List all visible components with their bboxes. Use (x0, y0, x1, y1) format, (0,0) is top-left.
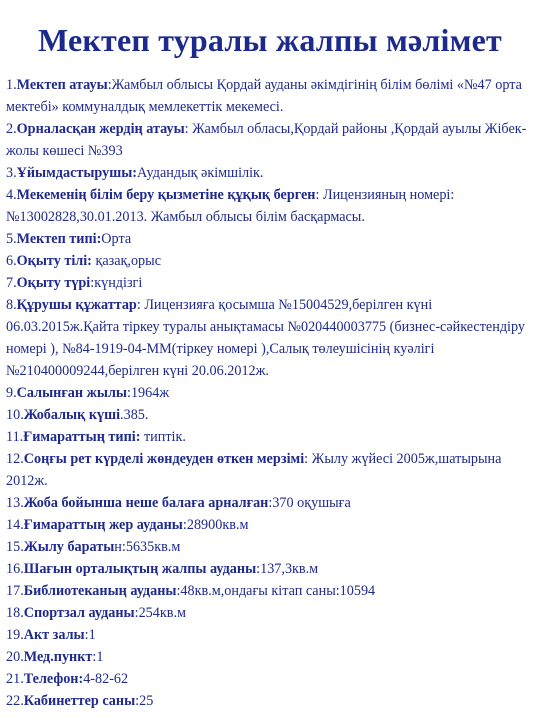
item-separator: : (268, 495, 273, 511)
item-label: Жоба бойынша неше балаға арналған (23, 495, 269, 511)
item-number: 8. (6, 297, 17, 313)
info-item (6, 382, 534, 404)
info-item (6, 294, 534, 382)
item-separator: . (120, 407, 124, 423)
info-item (6, 74, 534, 118)
item-value: 370 оқушыға (272, 495, 351, 511)
item-separator: : (92, 649, 97, 665)
item-separator: : (126, 385, 131, 401)
info-item (6, 624, 534, 646)
item-number: 11. (6, 429, 24, 445)
item-number: 14. (6, 517, 24, 533)
info-item (6, 426, 534, 448)
item-number: 6. (6, 253, 17, 269)
item-separator: : (256, 561, 261, 577)
item-label: Жобалық күші (23, 407, 121, 423)
item-separator: : (136, 297, 145, 313)
info-item (6, 602, 534, 624)
item-number: 17. (6, 583, 24, 599)
item-number: 20. (6, 649, 24, 665)
info-item (6, 118, 534, 162)
info-item (6, 250, 534, 272)
item-label: Ұйымдастырушы: (16, 165, 137, 181)
item-value: 5635кв.м (125, 539, 181, 555)
item-value: 48кв.м,ондағы кітап саны:10594 (180, 583, 376, 599)
info-item (6, 162, 534, 184)
item-separator: : (176, 583, 181, 599)
item-number: 9. (6, 385, 17, 401)
item-separator: : (315, 187, 323, 203)
item-label: Акт залы (23, 627, 85, 643)
item-label: Телефон: (23, 671, 84, 687)
item-number: 19. (6, 627, 24, 643)
item-label: Мектеп типі: (16, 231, 102, 247)
info-list (6, 74, 534, 712)
item-label: Құрушы құжаттар (16, 297, 137, 313)
item-number: 22. (6, 693, 24, 709)
item-number: 7. (6, 275, 17, 291)
item-value: 254кв.м (138, 605, 186, 621)
item-label: Салынған жылы (16, 385, 127, 401)
item-separator: : (184, 121, 193, 137)
item-value: Орта (101, 231, 132, 247)
item-value: күндізгі (94, 275, 143, 291)
item-value: 385. (123, 407, 149, 423)
item-label: Оқыту түрі (16, 275, 91, 291)
item-number: 18. (6, 605, 24, 621)
item-number: 10. (6, 407, 24, 423)
info-item (6, 448, 534, 492)
item-value: 28900кв.м (186, 517, 249, 533)
item-value: типтік. (143, 429, 186, 445)
item-value: 1 (88, 627, 96, 643)
item-value: Жылу жүйесі 2005ж,шатырына 2012ж. (6, 451, 502, 489)
item-separator: н: (114, 539, 126, 555)
info-item (6, 492, 534, 514)
info-item (6, 646, 534, 668)
item-value: Лицензияға қосымша №15004529,берілген күні 06.03.2015ж.Қайта тіркеу туралы анықтамасы №020440003775 (бизнес-сәйкестендіру номері ), №84-1919-04-ММ(тіркеу номері ),Салық төлеушісінің куәлігі №210400009244,берілген күні 20.06.2012ж. (6, 297, 525, 379)
item-value: 1964ж (130, 385, 170, 401)
item-value: Лицензияның номері: №13002828,30.01.2013. Жамбыл облысы білім басқармасы. (6, 187, 455, 225)
item-number: 2. (6, 121, 17, 137)
item-number: 4. (6, 187, 17, 203)
item-value: 4-82-62 (83, 671, 129, 687)
info-item (6, 668, 534, 690)
info-item (6, 404, 534, 426)
info-item (6, 228, 534, 250)
item-label: Спортзал ауданы (23, 605, 135, 621)
item-value: 1 (96, 649, 104, 665)
item-label: Жылу бараты (23, 539, 115, 555)
item-value: Жамбыл облысы Қордай ауданы әкімдігінің білім бөлімі «№47 орта мектебі» коммуналдық мемлекеттік мекемесі. (6, 77, 522, 115)
item-separator: : (90, 275, 95, 291)
item-number: 3. (6, 165, 17, 181)
item-value: қазақ,орыс (95, 253, 161, 269)
item-label: Библиотеканың ауданы (23, 583, 177, 599)
item-number: 21. (6, 671, 24, 687)
item-number: 16. (6, 561, 24, 577)
item-value: Аудандық әкімшілік. (137, 165, 264, 181)
item-value: Жамбыл обласы,Қордай районы ,Қордай ауылы Жібек-жолы көшесі №393 (6, 121, 527, 159)
item-value: 137,3кв.м (260, 561, 319, 577)
page-title: Мектеп туралы жалпы мәлімет (38, 22, 502, 58)
item-separator: : (134, 605, 139, 621)
item-label: Шағын орталықтың жалпы ауданы (23, 561, 257, 577)
item-number: 15. (6, 539, 24, 555)
item-separator: : (182, 517, 187, 533)
item-separator: : (84, 627, 89, 643)
item-label: Кабинеттер саны (23, 693, 136, 709)
item-label: Мекеменің білім беру қызметіне құқық берген (16, 187, 316, 203)
item-number: 13. (6, 495, 24, 511)
info-item (6, 184, 534, 228)
item-separator: : (304, 451, 312, 467)
info-item (6, 272, 534, 294)
item-value: 25 (139, 693, 154, 709)
info-item (6, 690, 534, 712)
item-label: Мед.пункт (23, 649, 93, 665)
item-label: Ғимараттың типі: (23, 429, 141, 445)
item-separator: : (107, 77, 112, 93)
item-label: Ғимараттың жер ауданы (23, 517, 183, 533)
item-label: Соңғы рет күрделі жөндеуден өткен мерзімі (23, 451, 305, 467)
item-number: 1. (6, 77, 17, 93)
info-item (6, 514, 534, 536)
info-item (6, 536, 534, 558)
info-item (6, 580, 534, 602)
item-separator: : (135, 693, 140, 709)
item-label: Мектеп атауы (16, 77, 108, 93)
item-label: Оқыту тілі: (16, 253, 92, 269)
item-label: Орналасқан жердің атауы (16, 121, 185, 137)
item-number: 12. (6, 451, 24, 467)
item-number: 5. (6, 231, 17, 247)
info-item (6, 558, 534, 580)
